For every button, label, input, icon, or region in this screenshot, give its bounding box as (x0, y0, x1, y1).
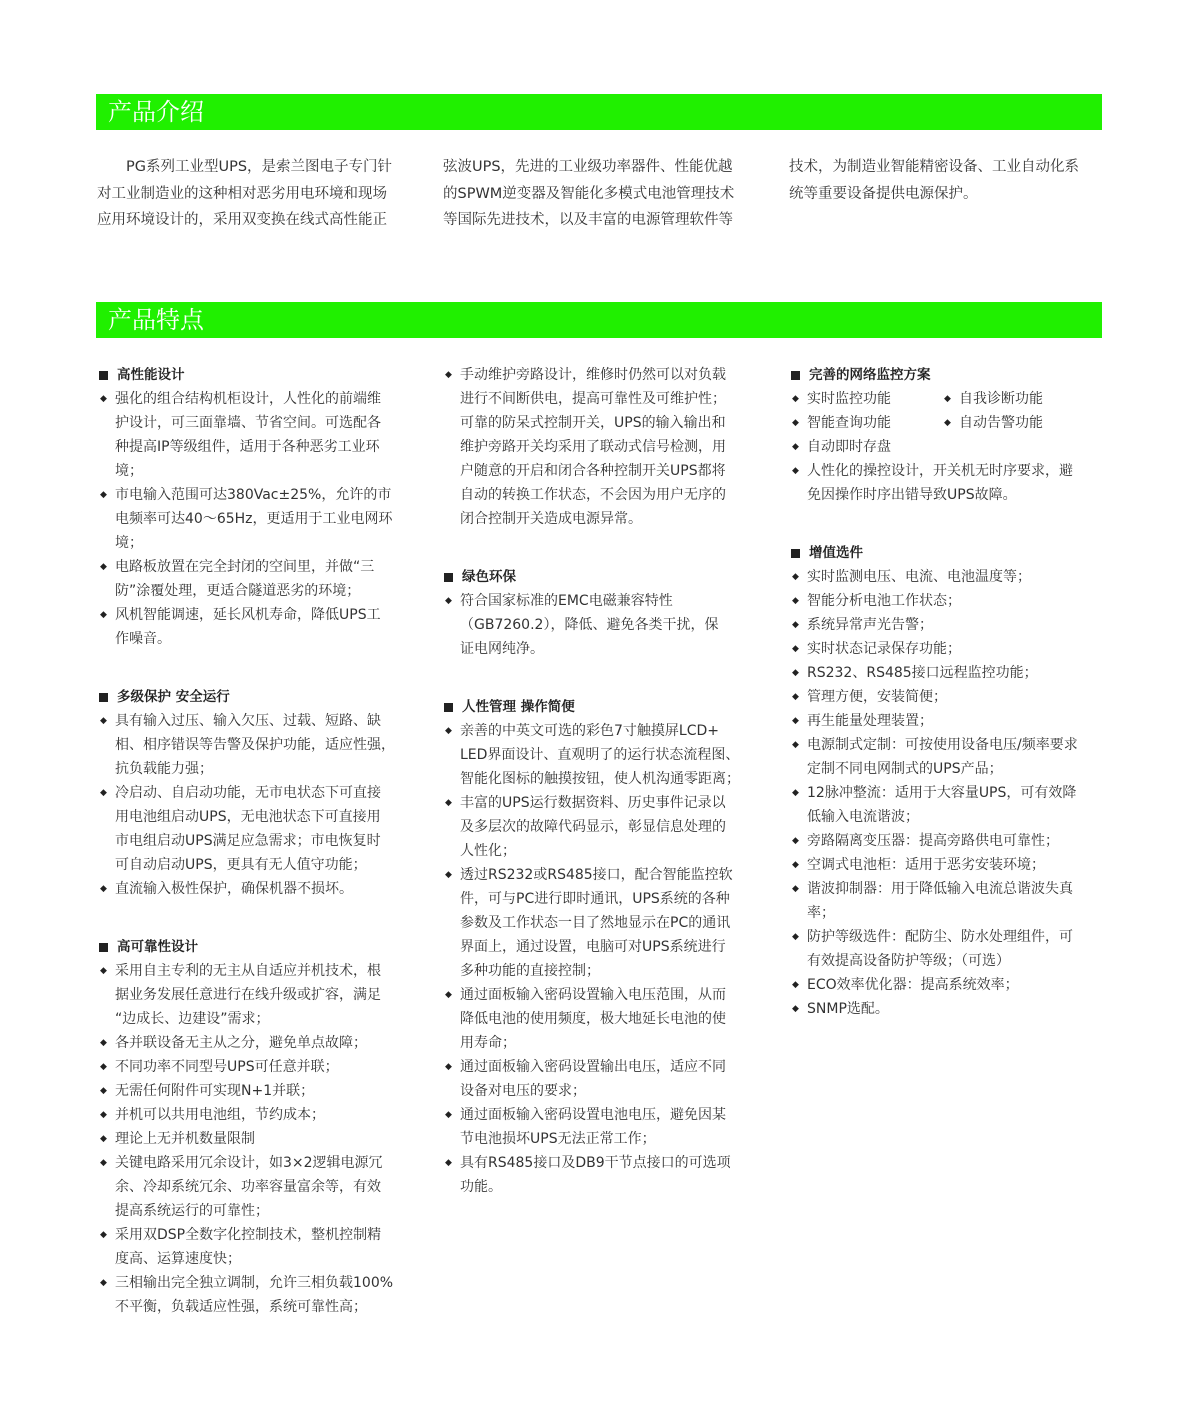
intro-text-line: 等国际先进技术，以及丰富的电源管理软件等 (443, 212, 733, 228)
black-diamond-icon: ◆ (100, 1230, 107, 1240)
list-item (942, 387, 1094, 411)
black-diamond-icon: ◆ (792, 788, 799, 798)
list-item (98, 1103, 433, 1127)
list-item-text: 丰富的UPS运行数据资料、历史事件记录以 (460, 795, 726, 811)
list-item-text: 设备对电压的要求； (460, 1083, 586, 1099)
list-item-text: 谐波抑制器：用于降低输入电流总谐波失真 (807, 881, 1073, 897)
black-diamond-icon: ◆ (792, 932, 799, 942)
list-item-text: 无需任何附件可实现N+1并联； (115, 1083, 315, 1099)
black-diamond-icon: ◆ (792, 692, 799, 702)
section-title: 完善的网络监控方案 (809, 367, 931, 383)
black-square-icon (444, 703, 453, 712)
list-item-text: 功能。 (460, 1179, 502, 1195)
black-diamond-icon: ◆ (445, 870, 452, 880)
list-item-text: 系统异常声光告警； (807, 617, 933, 633)
black-diamond-icon: ◆ (100, 1062, 107, 1072)
list-item-text: 有效提高设备防护等级；（可选） (807, 953, 1010, 969)
intro-text-line: 统等重要设备提供电源保护。 (789, 185, 978, 202)
black-diamond-icon: ◆ (792, 394, 799, 404)
list-item-text: 实时监控功能 (807, 391, 891, 407)
intro-text-line: 弦波UPS，先进的工业级功率器件、性能优越 (443, 159, 733, 175)
list-item (98, 1127, 433, 1151)
features-column-3 (790, 363, 1120, 1021)
list-item-text: 直流输入极性保护，确保机器不损坏。 (115, 881, 353, 897)
list-item-text: 实时监测电压、电流、电池温度等； (807, 569, 1031, 585)
intro-column-1 (97, 154, 427, 234)
black-diamond-icon: ◆ (445, 1158, 452, 1168)
list-item-text: 户随意的开启和闭合各种控制开关UPS都将 (460, 463, 726, 479)
black-diamond-icon: ◆ (100, 966, 107, 976)
black-diamond-icon: ◆ (445, 596, 452, 606)
black-diamond-icon: ◆ (792, 836, 799, 846)
list-item-text: 通过面板输入密码设置电池电压，避免因某 (460, 1107, 726, 1123)
list-item-text: 风机智能调速，延长风机寿命，降低UPS工 (115, 607, 381, 623)
list-item-row (790, 387, 1120, 411)
black-diamond-icon: ◆ (100, 1086, 107, 1096)
black-diamond-icon: ◆ (100, 716, 107, 726)
list-item-text: 市电组启动UPS满足应急需求；市电恢复时 (115, 833, 381, 849)
list-item-text: 界面上，通过设置，电脑可对UPS系统进行 (460, 939, 726, 955)
list-item-text: 亲善的中英文可选的彩色7寸触摸屏LCD+ (460, 723, 719, 739)
list-item-text: 三相输出完全独立调制，允许三相负载100% (115, 1275, 394, 1291)
list-item-text: 通过面板输入密码设置输出电压，适应不同 (460, 1059, 726, 1075)
list-item-text: 进行不间断供电，提高可靠性及可维护性； (460, 391, 726, 407)
list-item-text: 各并联设备无主从之分，避免单点故障； (115, 1035, 367, 1051)
list-item-text: 可靠的防呆式控制开关，UPS的输入输出和 (460, 415, 726, 431)
section-title: 绿色环保 (462, 569, 516, 585)
list-item-text: 维护旁路开关均采用了联动式信号检测，用 (460, 439, 726, 455)
list-item-text: 智能分析电池工作状态； (807, 593, 961, 609)
intro-text-line: 的SPWM逆变器及智能化多模式电池管理技术 (443, 185, 735, 202)
black-diamond-icon: ◆ (792, 980, 799, 990)
list-item-text: 管理方便，安装简便； (807, 689, 947, 705)
list-item (790, 387, 942, 411)
list-item-text: 采用双DSP全数字化控制技术，整机控制精 (115, 1227, 382, 1243)
list-item-text: 境； (115, 535, 143, 551)
section-title: 人性管理 操作简便 (462, 699, 575, 715)
list-item (98, 959, 433, 1031)
intro-title: 产品介绍 (108, 98, 204, 126)
list-item-text: 人性化； (460, 843, 516, 859)
list-item-text: 作噪音。 (115, 631, 171, 647)
list-item-text: 自我诊断功能 (959, 391, 1043, 407)
list-item-text: LED界面设计、直观明了的运行状态流程图、 (460, 747, 740, 763)
list-item-text: 度高、运算速度快； (115, 1251, 241, 1267)
black-diamond-icon: ◆ (792, 572, 799, 582)
list-item (98, 483, 433, 555)
list-item (443, 863, 778, 983)
list-item (98, 1271, 433, 1319)
black-diamond-icon: ◆ (445, 990, 452, 1000)
section-title: 高性能设计 (117, 367, 185, 383)
list-item-text: 透过RS232或RS485接口，配合智能监控软 (460, 867, 733, 883)
section-title: 多级保护 安全运行 (117, 689, 230, 705)
list-item (98, 1055, 433, 1079)
list-item (790, 781, 1120, 829)
list-item-text: 护设计，可三面靠墙、节省空间。可选配各 (115, 415, 381, 431)
list-item (790, 925, 1120, 973)
list-item-text: 再生能量处理装置； (807, 713, 933, 729)
list-item-text: 采用自主专利的无主从自适应并机技术，根 (115, 963, 381, 979)
black-diamond-icon: ◆ (100, 490, 107, 500)
list-item (790, 661, 1120, 685)
list-item (790, 973, 1120, 997)
list-item-text: 相、相序错误等告警及保护功能，适应性强， (115, 737, 395, 753)
list-item (98, 1079, 433, 1103)
list-item (443, 363, 778, 531)
intro-text-line: 技术，为制造业智能精密设备、工业自动化系 (789, 159, 1079, 175)
list-item-text: 电频率可达40～65Hz，更适用于工业电网环 (115, 511, 393, 527)
black-diamond-icon: ◆ (100, 1278, 107, 1288)
list-item-text: 电路板放置在完全封闭的空间里，并做“三 (115, 559, 375, 575)
list-item (790, 685, 1120, 709)
section-green (443, 565, 778, 661)
list-item (790, 877, 1120, 925)
list-item-text: 用寿命； (460, 1035, 516, 1051)
intro-text-line: PG系列工业型UPS，是索兰图电子专门针 (97, 159, 393, 175)
black-square-icon (444, 573, 453, 582)
section-management (443, 695, 778, 1199)
list-item (98, 1223, 433, 1271)
list-item-text: ECO效率优化器：提高系统效率； (807, 977, 1019, 993)
list-item-text: 防”涂覆处理，更适合隧道恶劣的环境； (115, 583, 361, 599)
list-item-text: 实时状态记录保存功能； (807, 641, 961, 657)
black-diamond-icon: ◆ (792, 644, 799, 654)
list-item-text: 用电池组启动UPS，无电池状态下可直接用 (115, 809, 381, 825)
list-item-text: 电源制式定制：可按使用设备电压/频率要求 (807, 737, 1078, 753)
list-item-text: 自动即时存盘 (807, 439, 891, 455)
black-diamond-icon: ◆ (792, 596, 799, 606)
black-diamond-icon: ◆ (792, 466, 799, 476)
list-item (790, 997, 1120, 1021)
list-item-text: 可自动启动UPS，更具有无人值守功能； (115, 857, 367, 873)
black-diamond-icon: ◆ (944, 418, 951, 428)
list-item-text: 低输入电流谐波； (807, 809, 919, 825)
list-item (443, 1055, 778, 1103)
intro-text-line: 应用环境设计的，采用双变换在线式高性能正 (97, 212, 387, 228)
list-item-text: 参数及工作状态一目了然地显示在PC的通讯 (460, 915, 731, 931)
list-item (443, 983, 778, 1055)
list-item (98, 781, 433, 877)
black-diamond-icon: ◆ (792, 442, 799, 452)
black-diamond-icon: ◆ (792, 716, 799, 726)
list-item (443, 719, 778, 791)
list-item-text: 强化的组合结构机柜设计，人性化的前端维 (115, 391, 381, 407)
list-item-text: 免因操作时序出错导致UPS故障。 (807, 487, 1017, 503)
intro-text-line: 对工业制造业的这种相对恶劣用电环境和现场 (97, 185, 387, 202)
list-item-text: 通过面板输入密码设置输入电压范围，从而 (460, 987, 726, 1003)
black-diamond-icon: ◆ (100, 884, 107, 894)
list-item (98, 603, 433, 651)
black-diamond-icon: ◆ (792, 418, 799, 428)
black-diamond-icon: ◆ (100, 1110, 107, 1120)
list-item-text: 定制不同电网制式的UPS产品； (807, 761, 1003, 777)
list-item-text: 智能查询功能 (807, 415, 891, 431)
list-item-text: 及多层次的故障代码显示，彰显信息处理的 (460, 819, 726, 835)
list-item-text: 具有输入过压、输入欠压、过载、短路、缺 (115, 713, 381, 729)
list-item (790, 637, 1120, 661)
black-square-icon (99, 371, 108, 380)
list-item (790, 459, 1120, 507)
black-diamond-icon: ◆ (445, 1110, 452, 1120)
list-item-text: 并机可以共用电池组，节约成本； (115, 1107, 325, 1123)
list-item (790, 733, 1120, 781)
features-column-2 (443, 363, 778, 1199)
black-square-icon (99, 943, 108, 952)
black-diamond-icon: ◆ (100, 610, 107, 620)
list-item-text: （GB7260.2），降低、避免各类干扰，保 (460, 617, 719, 633)
list-item-text: 节电池损坏UPS无法正常工作； (460, 1131, 656, 1147)
features-banner (96, 302, 1102, 338)
features-title: 产品特点 (108, 306, 204, 334)
list-item (790, 829, 1120, 853)
list-item-text: 抗负载能力强； (115, 761, 213, 777)
list-item-text: RS232、RS485接口远程监控功能； (807, 665, 1038, 681)
list-item (443, 1103, 778, 1151)
list-item (790, 565, 1120, 589)
black-diamond-icon: ◆ (944, 394, 951, 404)
intro-banner (96, 94, 1102, 130)
section-protection (98, 685, 433, 901)
list-item-text: 市电输入范围可达380Vac±25%，允许的市 (115, 487, 392, 503)
section-reliability (98, 935, 433, 1319)
intro-column-3 (789, 154, 1119, 207)
list-item-text: 多种功能的直接控制； (460, 963, 600, 979)
list-item (98, 555, 433, 603)
black-diamond-icon: ◆ (445, 1062, 452, 1072)
black-diamond-icon: ◆ (792, 860, 799, 870)
list-item-text: 据业务发展任意进行在线升级或扩容，满足 (115, 987, 381, 1003)
list-item (98, 1151, 433, 1223)
list-item-text: 空调式电池柜：适用于恶劣安装环境； (807, 857, 1045, 873)
list-item (98, 1031, 433, 1055)
list-item-text: 人性化的操控设计，开关机无时序要求，避 (807, 463, 1073, 479)
list-item (98, 709, 433, 781)
list-item (790, 613, 1120, 637)
list-item-text: 智能化图标的触摸按钮，使人机沟通零距离； (460, 771, 740, 787)
black-diamond-icon: ◆ (100, 1158, 107, 1168)
black-square-icon (99, 693, 108, 702)
list-item-text: 不平衡，负载适应性强，系统可靠性高； (115, 1299, 367, 1315)
black-diamond-icon: ◆ (792, 620, 799, 630)
intro-column-2 (443, 154, 773, 234)
list-item-text: 率； (807, 905, 835, 921)
black-diamond-icon: ◆ (792, 1004, 799, 1014)
black-diamond-icon: ◆ (792, 668, 799, 678)
list-item-text: 关键电路采用冗余设计，如3×2逻辑电源冗 (115, 1155, 383, 1171)
section-options (790, 541, 1120, 1021)
section-title: 高可靠性设计 (117, 939, 198, 955)
list-item (443, 791, 778, 863)
list-item-text: 闭合控制开关造成电源异常。 (460, 511, 642, 527)
section-title: 增值选件 (809, 545, 863, 561)
black-diamond-icon: ◆ (792, 884, 799, 894)
black-square-icon (791, 549, 800, 558)
black-diamond-icon: ◆ (100, 562, 107, 572)
section-high-performance (98, 363, 433, 651)
list-item-text: SNMP选配。 (807, 1001, 889, 1017)
black-diamond-icon: ◆ (445, 726, 452, 736)
list-item-text: 自动的转换工作状态，不会因为用户无序的 (460, 487, 726, 503)
section-bypass (443, 363, 778, 531)
list-item-text: 提高系统运行的可靠性； (115, 1203, 269, 1219)
black-diamond-icon: ◆ (100, 1134, 107, 1144)
list-item-text: 旁路隔离变压器：提高旁路供电可靠性； (807, 833, 1059, 849)
list-item-text: 不同功率不同型号UPS可任意并联； (115, 1059, 339, 1075)
list-item (790, 589, 1120, 613)
black-diamond-icon: ◆ (792, 740, 799, 750)
list-item-text: 符合国家标准的EMC电磁兼容特性 (460, 593, 673, 609)
list-item-text: 余、冷却系统冗余、功率容量富余等，有效 (115, 1179, 381, 1195)
features-column-1 (98, 363, 433, 1319)
list-item (98, 877, 433, 901)
list-item (942, 411, 1094, 435)
list-item-text: 12脉冲整流：适用于大容量UPS，可有效降 (807, 785, 1077, 801)
list-item (790, 411, 942, 435)
list-item-text: 防护等级选件：配防尘、防水处理组件，可 (807, 929, 1073, 945)
list-item-text: 理论上无并机数量限制 (115, 1131, 255, 1147)
list-item-text: 降低电池的使用频度，极大地延长电池的使 (460, 1011, 726, 1027)
list-item (443, 1151, 778, 1199)
list-item-text: 手动维护旁路设计，维修时仍然可以对负载 (460, 367, 726, 383)
section-network (790, 363, 1120, 507)
black-diamond-icon: ◆ (445, 370, 452, 380)
list-item-row (790, 411, 1120, 435)
list-item (443, 589, 778, 661)
black-diamond-icon: ◆ (445, 798, 452, 808)
black-diamond-icon: ◆ (100, 394, 107, 404)
list-item-text: 自动告警功能 (959, 415, 1043, 431)
list-item-text: 件，可与PC进行即时通讯，UPS系统的各种 (460, 891, 730, 907)
black-square-icon (791, 371, 800, 380)
list-item-text: 证电网纯净。 (460, 641, 544, 657)
black-diamond-icon: ◆ (100, 788, 107, 798)
list-item (790, 709, 1120, 733)
list-item-text: 境； (115, 463, 143, 479)
list-item (790, 435, 1120, 459)
network-pairs (790, 387, 1120, 435)
list-item (790, 853, 1120, 877)
list-item-text: “边成长、边建设”需求； (115, 1011, 270, 1027)
list-item (98, 387, 433, 483)
black-diamond-icon: ◆ (100, 1038, 107, 1048)
list-item-text: 冷启动、自启动功能，无市电状态下可直接 (115, 785, 381, 801)
list-item-text: 具有RS485接口及DB9干节点接口的可选项 (460, 1155, 731, 1171)
list-item-text: 种提高IP等级组件，适用于各种恶劣工业环 (115, 439, 380, 455)
